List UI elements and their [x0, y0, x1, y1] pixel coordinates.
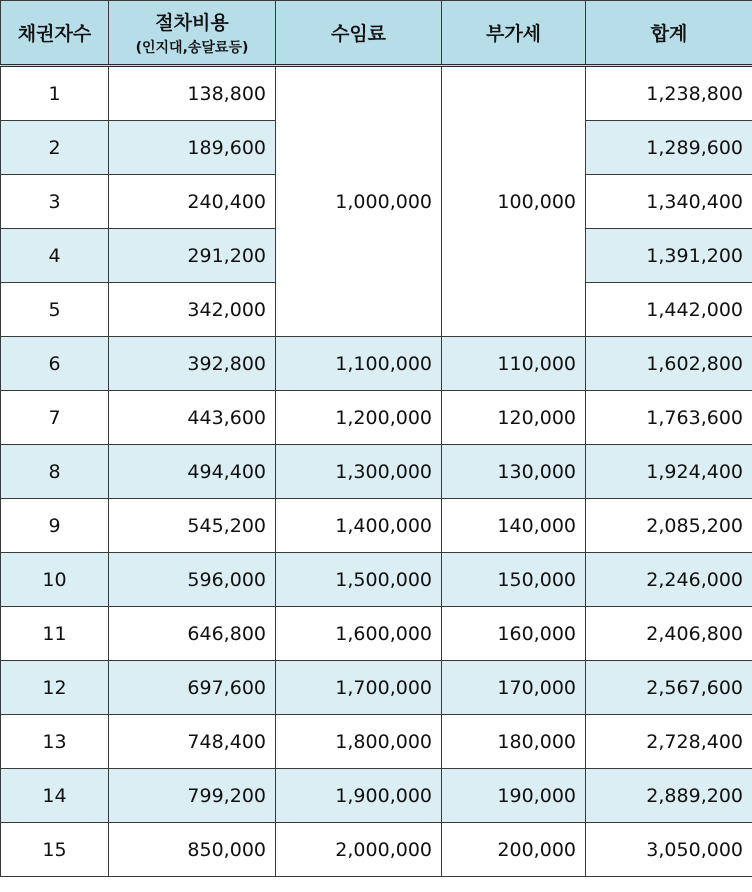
cell-fee: 1,100,000 [276, 337, 442, 391]
cell-fee: 2,000,000 [276, 823, 442, 877]
header-creditor-count: 채권자수 [1, 1, 109, 66]
cell-count: 11 [1, 607, 109, 661]
header-procedure-cost [109, 1, 276, 66]
cell-total: 1,238,800 [586, 66, 752, 121]
cell-procedure: 392,800 [109, 337, 276, 391]
cell-vat: 180,000 [442, 715, 586, 769]
cell-total: 1,602,800 [586, 337, 752, 391]
cell-count: 10 [1, 553, 109, 607]
table-header [1, 1, 752, 66]
cell-fee: 1,700,000 [276, 661, 442, 715]
cell-total: 2,085,200 [586, 499, 752, 553]
table-row [1, 499, 752, 553]
cell-vat: 140,000 [442, 499, 586, 553]
cell-fee: 1,600,000 [276, 607, 442, 661]
cell-procedure: 342,000 [109, 283, 276, 337]
cell-total: 2,567,600 [586, 661, 752, 715]
cell-total: 1,391,200 [586, 229, 752, 283]
table-row [1, 391, 752, 445]
header-procedure-cost-label: 절차비용 [155, 12, 229, 34]
cell-total: 2,246,000 [586, 553, 752, 607]
cell-vat: 130,000 [442, 445, 586, 499]
cell-vat: 190,000 [442, 769, 586, 823]
cell-total: 3,050,000 [586, 823, 752, 877]
cell-vat: 150,000 [442, 553, 586, 607]
cell-count: 6 [1, 337, 109, 391]
cell-vat: 170,000 [442, 661, 586, 715]
cell-count: 9 [1, 499, 109, 553]
cell-count: 14 [1, 769, 109, 823]
table-body [1, 66, 752, 877]
cell-count: 13 [1, 715, 109, 769]
header-procedure-cost-sub: (인지대,송달료등) [135, 40, 249, 56]
cell-procedure: 596,000 [109, 553, 276, 607]
cell-count: 4 [1, 229, 109, 283]
cell-fee: 1,400,000 [276, 499, 442, 553]
cell-vat: 160,000 [442, 607, 586, 661]
cell-fee: 1,300,000 [276, 445, 442, 499]
cell-procedure: 291,200 [109, 229, 276, 283]
table-row [1, 715, 752, 769]
cell-fee: 1,900,000 [276, 769, 442, 823]
cell-fee: 1,500,000 [276, 553, 442, 607]
cell-count: 5 [1, 283, 109, 337]
cell-fee-merged: 1,000,000 [276, 66, 442, 337]
header-row [1, 1, 752, 66]
table-row [1, 769, 752, 823]
header-fee: 수임료 [276, 1, 442, 66]
cell-procedure: 697,600 [109, 661, 276, 715]
table-row [1, 607, 752, 661]
cell-procedure: 799,200 [109, 769, 276, 823]
cell-vat-merged: 100,000 [442, 66, 586, 337]
cell-vat: 200,000 [442, 823, 586, 877]
cell-fee: 1,800,000 [276, 715, 442, 769]
cell-total: 2,406,800 [586, 607, 752, 661]
cell-count: 7 [1, 391, 109, 445]
cell-count: 12 [1, 661, 109, 715]
cell-total: 1,442,000 [586, 283, 752, 337]
cell-vat: 110,000 [442, 337, 586, 391]
table-row [1, 553, 752, 607]
cell-total: 1,289,600 [586, 121, 752, 175]
cell-procedure: 850,000 [109, 823, 276, 877]
cell-total: 2,728,400 [586, 715, 752, 769]
cell-procedure: 443,600 [109, 391, 276, 445]
table-row [1, 337, 752, 391]
cell-count: 1 [1, 66, 109, 121]
cell-total: 1,340,400 [586, 175, 752, 229]
table-row [1, 66, 752, 121]
cell-count: 8 [1, 445, 109, 499]
cell-procedure: 545,200 [109, 499, 276, 553]
header-total: 합계 [586, 1, 752, 66]
table-row [1, 445, 752, 499]
cell-count: 2 [1, 121, 109, 175]
cell-procedure: 138,800 [109, 66, 276, 121]
cell-count: 15 [1, 823, 109, 877]
cell-procedure: 189,600 [109, 121, 276, 175]
cell-fee: 1,200,000 [276, 391, 442, 445]
cell-procedure: 646,800 [109, 607, 276, 661]
cell-total: 1,763,600 [586, 391, 752, 445]
cell-procedure: 748,400 [109, 715, 276, 769]
cell-procedure: 240,400 [109, 175, 276, 229]
cell-procedure: 494,400 [109, 445, 276, 499]
table-row [1, 661, 752, 715]
header-vat: 부가세 [442, 1, 586, 66]
cell-total: 2,889,200 [586, 769, 752, 823]
cell-count: 3 [1, 175, 109, 229]
cell-vat: 120,000 [442, 391, 586, 445]
table-row [1, 823, 752, 877]
cell-total: 1,924,400 [586, 445, 752, 499]
